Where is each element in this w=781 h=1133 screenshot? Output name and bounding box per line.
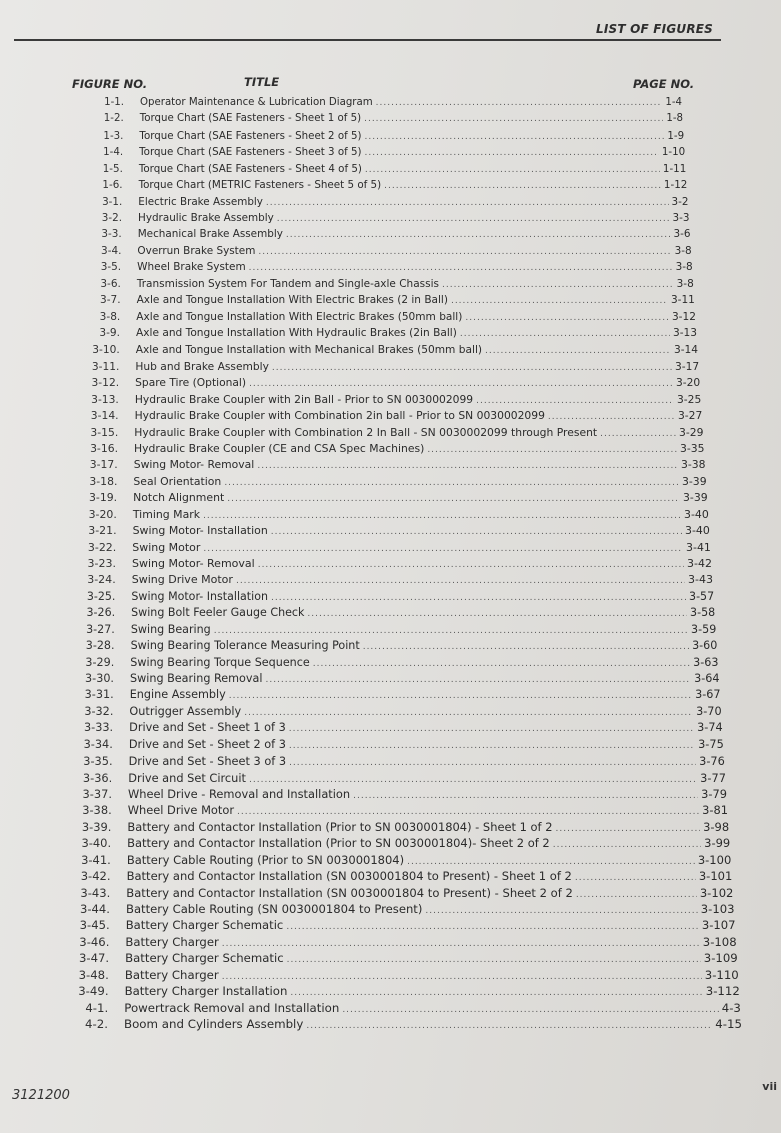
figure-title: Battery Charger Schematic: [125, 951, 284, 966]
dot-leader: [364, 132, 664, 142]
list-item: [70, 343, 698, 358]
figure-page: 3-8: [674, 244, 692, 257]
figure-title: Battery Charger Schematic: [125, 918, 284, 933]
list-item: [71, 261, 693, 276]
figure-page: 1-10: [661, 146, 686, 159]
list-item: [59, 984, 740, 999]
figure-number: 3-17.: [89, 458, 118, 472]
dot-leader: [236, 576, 685, 586]
figure-page: 1-8: [666, 113, 684, 125]
dot-leader: [556, 824, 701, 834]
dot-leader: [476, 396, 674, 406]
column-header-figure-no: FIGURE NO.: [72, 77, 148, 91]
dot-leader: [600, 429, 676, 439]
figure-number: 3-8.: [99, 310, 121, 323]
figure-page: 1-12: [663, 179, 688, 192]
figure-title: Battery Cable Routing (SN 0030001804 to Present): [126, 902, 423, 916]
figure-number: 3-49.: [78, 984, 109, 999]
figure-page: 3-57: [689, 589, 715, 603]
figure-title: Timing Mark: [132, 507, 201, 521]
list-item: [69, 360, 699, 375]
list-item: [68, 458, 706, 473]
dot-leader: [222, 972, 702, 982]
figure-number: 3-28.: [85, 639, 115, 653]
figure-title: Hydraulic Brake Coupler with Combination 2 In Ball - SN 0030002099 through Present: [134, 425, 598, 439]
dot-leader: [249, 263, 673, 273]
figure-title: Hydraulic Brake Assembly: [138, 212, 274, 224]
figure-number: 3-19.: [89, 491, 118, 505]
dot-leader: [425, 906, 697, 916]
figure-title: Drive and Set - Sheet 1 of 3: [129, 721, 286, 735]
dot-leader: [277, 214, 670, 224]
figure-number: 1-2.: [103, 113, 124, 125]
figure-title: Wheel Brake System: [137, 261, 246, 274]
figure-title: Battery Charger: [124, 967, 219, 982]
figure-title: Axle and Tongue Installation With Hydraulic Brakes (2in Ball): [136, 327, 457, 339]
figure-page: 3-98: [703, 819, 730, 834]
dot-leader: [229, 691, 692, 701]
figure-page: 3-38: [681, 458, 706, 472]
list-item: [73, 130, 684, 145]
dot-leader: [266, 198, 669, 208]
dot-leader: [365, 165, 660, 175]
figure-page: 3-75: [698, 737, 724, 751]
figure-page: 1-11: [662, 162, 687, 175]
figure-number: 3-24.: [87, 573, 116, 587]
figure-page: 3-100: [697, 852, 732, 867]
figure-title: Powertrack Removal and Installation: [124, 1000, 340, 1015]
figure-number: 3-16.: [90, 442, 118, 455]
dot-leader: [313, 659, 690, 669]
figure-title: Outrigger Assembly: [129, 704, 242, 718]
figure-number: 3-7.: [100, 294, 121, 307]
figure-title: Battery and Contactor Installation (SN 0030001804 to Present) - Sheet 2 of 2: [126, 885, 573, 900]
figure-page: 3-77: [700, 770, 726, 785]
figure-title: Axle and Tongue Installation With Electric Brakes (2 in Ball): [136, 294, 448, 307]
figure-page: 3-102: [699, 885, 734, 900]
list-item: [60, 902, 735, 917]
list-item: [65, 623, 716, 638]
list-item: [67, 508, 709, 523]
list-item: [58, 1017, 742, 1032]
figure-title: Notch Alignment: [133, 491, 225, 505]
dot-leader: [427, 445, 677, 455]
list-item: [66, 541, 711, 556]
figure-title: Drive and Set - Sheet 2 of 3: [128, 737, 286, 751]
figure-title: Swing Bolt Feeler Gauge Check: [131, 606, 305, 620]
figure-number: 3-32.: [84, 704, 114, 718]
figure-page: 3-25: [676, 392, 702, 406]
figure-title: Electric Brake Assembly: [138, 195, 263, 208]
figure-page: 3-11: [670, 294, 695, 307]
dot-leader: [342, 1005, 718, 1015]
figure-number: 3-44.: [80, 902, 110, 916]
figure-title: Axle and Tongue Installation With Electric Brakes (50mm ball): [136, 310, 463, 323]
figure-title: Torque Chart (SAE Fasteners - Sheet 1 of 5): [139, 113, 362, 125]
figure-page: 3-27: [677, 409, 703, 423]
figure-page: 3-70: [696, 704, 722, 718]
figure-title: Boom and Cylinders Assembly: [124, 1017, 304, 1031]
dot-leader: [384, 181, 661, 191]
figure-page: 4-15: [715, 1017, 742, 1031]
dot-leader: [224, 478, 679, 488]
figure-number: 3-31.: [84, 688, 114, 702]
list-item: [61, 820, 729, 835]
figure-page: 3-2: [671, 195, 689, 208]
figure-number: 3-45.: [79, 918, 110, 933]
figure-number: 4-1.: [85, 1000, 109, 1015]
figure-number: 3-10.: [92, 343, 120, 357]
list-item: [73, 163, 686, 178]
figure-page: 3-60: [692, 639, 718, 653]
figure-number: 3-5.: [100, 261, 122, 274]
figure-title: Operator Maintenance & Lubrication Diagram: [140, 97, 373, 108]
figure-number: 3-40.: [81, 836, 112, 851]
dot-leader: [465, 313, 669, 323]
figure-title: Seal Orientation: [133, 474, 222, 488]
figure-number: 3-6.: [100, 277, 121, 290]
list-item: [72, 212, 690, 227]
figure-title: Swing Motor- Removal: [133, 458, 255, 472]
dot-leader: [307, 609, 687, 619]
list-item: [64, 656, 718, 671]
figure-number: 3-4.: [101, 244, 122, 257]
list-item: [65, 639, 718, 654]
dot-leader: [271, 527, 682, 537]
figure-page: 3-76: [699, 754, 725, 769]
dot-leader: [203, 511, 681, 521]
figure-title: Swing Bearing Tolerance Measuring Point: [130, 639, 360, 653]
figure-title: Spare Tire (Optional): [135, 376, 247, 390]
figure-page: 1-9: [667, 129, 685, 142]
document-number: 3121200: [12, 1088, 70, 1103]
dot-leader: [575, 873, 696, 883]
list-item: [63, 738, 724, 753]
figure-page: 3-110: [704, 967, 739, 982]
dot-leader: [287, 955, 701, 965]
figure-number: 3-48.: [78, 967, 109, 982]
figure-page: 3-8: [676, 277, 694, 290]
list-item: [66, 573, 713, 588]
figure-number: 3-30.: [85, 672, 114, 685]
figure-title: Swing Motor: [132, 540, 201, 554]
figure-title: Swing Bearing Removal: [130, 672, 263, 685]
list-item: [68, 426, 703, 441]
list-item: [69, 393, 701, 408]
figure-page: 3-109: [703, 951, 738, 966]
figure-page: 3-39: [683, 491, 708, 505]
list-item: [74, 113, 683, 128]
list-item: [73, 146, 685, 161]
dot-leader: [227, 494, 680, 504]
figure-page: 3-43: [688, 573, 714, 587]
figure-number: 3-27.: [86, 622, 115, 636]
figure-page: 3-107: [701, 918, 736, 933]
figure-page: 3-13: [672, 327, 697, 339]
list-item: [71, 278, 694, 293]
figure-title: Swing Motor- Removal: [132, 557, 255, 570]
figure-number: 3-1.: [102, 195, 123, 208]
figure-title: Battery Charger Installation: [124, 984, 288, 999]
figure-title: Swing Motor- Installation: [131, 589, 268, 603]
figure-page: 1-4: [665, 97, 682, 108]
list-item: [60, 918, 736, 933]
figure-title: Torque Chart (SAE Fasteners - Sheet 4 of 5): [138, 162, 362, 175]
figure-number: 3-47.: [78, 951, 110, 966]
list-item: [61, 869, 733, 884]
figure-page: 3-58: [690, 606, 716, 620]
figure-title: Drive and Set Circuit: [128, 770, 246, 785]
dot-leader: [353, 791, 698, 801]
figure-title: Wheel Drive - Removal and Installation: [128, 787, 351, 801]
figure-number: 3-41.: [81, 852, 111, 867]
list-item: [63, 754, 725, 769]
dot-leader: [286, 922, 698, 932]
dot-leader: [244, 708, 693, 718]
dot-leader: [485, 346, 671, 356]
figure-title: Transmission System For Tandem and Single-axle Chassis: [136, 277, 439, 290]
list-item: [71, 294, 695, 309]
figure-title: Swing Drive Motor: [131, 573, 233, 587]
list-item: [63, 721, 723, 736]
dot-leader: [203, 544, 683, 554]
figure-page: 3-41: [686, 540, 711, 554]
list-item: [70, 327, 697, 342]
figure-page: 3-112: [705, 984, 740, 999]
list-item: [59, 935, 736, 950]
figure-number: 1-1.: [104, 97, 124, 108]
figure-number: 3-39.: [81, 819, 112, 834]
list-item: [58, 1001, 741, 1016]
dot-leader: [265, 675, 691, 685]
figure-number: 3-46.: [79, 934, 110, 949]
list-item: [61, 853, 731, 868]
figure-number: 3-29.: [85, 655, 115, 669]
figure-title: Wheel Drive Motor: [127, 803, 235, 818]
figure-title: Battery and Contactor Installation (Prior to SN 0030001804) - Sheet 1 of 2: [127, 819, 553, 834]
figure-number: 3-18.: [89, 474, 118, 488]
figure-page: 3-35: [679, 442, 705, 455]
list-item: [66, 557, 712, 572]
dot-leader: [460, 329, 670, 339]
figure-page: 3-3: [672, 212, 690, 224]
column-header-page-no: PAGE NO.: [633, 77, 695, 91]
figure-title: Torque Chart (SAE Fasteners - Sheet 2 of 5): [139, 129, 362, 142]
figure-number: 3-35.: [83, 754, 113, 769]
figure-number: 3-20.: [88, 507, 117, 521]
figure-title: Hub and Brake Assembly: [135, 359, 269, 373]
figure-page: 3-29: [678, 425, 704, 439]
figure-page: 3-79: [701, 787, 727, 801]
figure-number: 3-12.: [91, 376, 120, 390]
dot-leader: [289, 724, 694, 734]
figure-page: 3-39: [682, 474, 707, 488]
figure-number: 1-4.: [103, 146, 124, 159]
list-item: [74, 97, 682, 112]
figure-page: 3-40: [685, 524, 710, 538]
dot-leader: [286, 230, 671, 240]
dot-leader: [363, 642, 689, 652]
figure-number: 3-25.: [86, 589, 116, 603]
dot-leader: [289, 758, 696, 768]
dot-leader: [289, 741, 695, 751]
dot-leader: [376, 98, 663, 108]
dot-leader: [548, 412, 675, 422]
figure-number: 3-3.: [101, 228, 122, 241]
list-item: [64, 672, 720, 687]
figure-page: 3-14: [673, 343, 699, 357]
figure-number: 3-21.: [88, 524, 117, 538]
list-item: [72, 228, 691, 243]
list-item: [72, 196, 688, 211]
figure-page: 4-3: [721, 1000, 741, 1015]
dot-leader: [290, 988, 702, 998]
dot-leader: [249, 379, 673, 389]
figure-page: 3-12: [671, 310, 696, 323]
list-item: [65, 606, 715, 621]
list-item: [59, 968, 739, 983]
figure-page: 3-63: [693, 655, 719, 669]
figure-page: 3-59: [691, 622, 717, 636]
dot-leader: [364, 114, 663, 124]
figure-number: 3-26.: [86, 606, 116, 620]
figure-title: Overrun Brake System: [137, 244, 256, 257]
dot-leader: [365, 148, 659, 158]
figure-title: Battery Cable Routing (Prior to SN 0030001804): [126, 852, 405, 867]
figure-page: 3-101: [698, 869, 733, 884]
figure-number: 3-38.: [82, 803, 112, 818]
figure-page: 3-64: [694, 672, 720, 685]
dot-leader: [258, 247, 671, 257]
column-header-title: TITLE: [244, 75, 280, 89]
figure-page: 3-42: [687, 557, 712, 570]
figure-page: 3-6: [673, 228, 691, 241]
figure-title: Mechanical Brake Assembly: [137, 228, 283, 241]
list-item: [65, 590, 714, 605]
list-item: [70, 311, 696, 326]
figure-title: Hydraulic Brake Coupler (CE and CSA Spec Machines): [134, 442, 425, 455]
figure-number: 3-34.: [83, 737, 113, 751]
figure-page: 3-17: [674, 359, 700, 373]
list-item: [69, 409, 703, 424]
figure-title: Hydraulic Brake Coupler with Combination 2in ball - Prior to SN 0030002099: [134, 409, 545, 423]
list-item: [64, 688, 721, 703]
figure-number: 3-36.: [82, 770, 113, 785]
dot-leader: [407, 857, 695, 867]
list-item: [73, 179, 688, 194]
list-item: [59, 951, 738, 966]
figure-page: 3-8: [675, 261, 693, 274]
dot-leader: [222, 939, 700, 949]
list-item: [67, 491, 708, 506]
figure-number: 3-43.: [80, 885, 111, 900]
dot-leader: [249, 775, 697, 785]
figure-number: 3-23.: [87, 557, 116, 570]
figure-page: 3-81: [702, 803, 729, 818]
dot-leader: [214, 626, 688, 636]
dot-leader: [258, 560, 684, 570]
figure-number: 3-11.: [91, 359, 120, 373]
page-number: vii: [762, 1080, 777, 1093]
figure-page: 3-103: [700, 902, 735, 916]
figure-title: Drive and Set - Sheet 3 of 3: [128, 754, 287, 769]
dot-leader: [271, 593, 686, 603]
figure-title: Torque Chart (SAE Fasteners - Sheet 3 of 5): [139, 146, 362, 159]
list-item: [67, 524, 710, 539]
figure-title: Swing Bearing Torque Sequence: [130, 655, 310, 669]
dot-leader: [553, 840, 701, 850]
figure-number: 3-33.: [83, 721, 114, 735]
figure-page: 3-20: [675, 376, 701, 390]
figure-title: Battery and Contactor Installation (SN 0030001804 to Present) - Sheet 1 of 2: [126, 869, 572, 884]
figure-number: 1-5.: [102, 162, 123, 175]
figure-number: 3-9.: [99, 327, 120, 339]
dot-leader: [272, 363, 672, 373]
list-item: [69, 376, 700, 391]
dot-leader: [306, 1021, 712, 1031]
figure-title: Swing Motor- Installation: [132, 524, 268, 538]
list-item: [60, 886, 733, 901]
list-item: [61, 836, 730, 851]
figure-page: 3-108: [702, 934, 737, 949]
dot-leader: [442, 280, 674, 290]
dot-leader: [451, 296, 668, 306]
figure-title: Swing Bearing: [130, 622, 211, 636]
list-item: [62, 771, 726, 786]
figure-title: Engine Assembly: [129, 688, 226, 702]
list-item: [71, 245, 691, 260]
figure-title: Torque Chart (METRIC Fasteners - Sheet 5 of 5): [138, 179, 382, 192]
page-header-title: LIST OF FIGURES: [595, 22, 713, 36]
figure-title: Axle and Tongue Installation with Mechanical Brakes (50mm ball): [135, 343, 483, 357]
figure-number: 3-13.: [91, 392, 119, 406]
dot-leader: [257, 461, 678, 471]
figure-number: 1-6.: [102, 179, 123, 192]
figure-number: 3-37.: [82, 787, 112, 801]
figure-number: 3-2.: [101, 212, 122, 224]
list-item: [62, 803, 728, 818]
figure-page: 3-67: [695, 688, 721, 702]
figure-title: Battery and Contactor Installation (Prior to SN 0030001804)- Sheet 2 of 2: [127, 836, 550, 851]
figure-page: 3-99: [704, 836, 731, 851]
dot-leader: [237, 807, 699, 817]
figure-number: 1-3.: [103, 129, 124, 142]
figure-title: Hydraulic Brake Coupler with 2in Ball - Prior to SN 0030002099: [134, 392, 474, 406]
figure-title: Battery Charger: [125, 934, 219, 949]
list-item: [63, 705, 721, 720]
dot-leader: [576, 890, 697, 900]
list-item: [68, 442, 705, 457]
figure-page: 3-74: [697, 721, 723, 735]
list-item: [67, 475, 706, 490]
list-item: [62, 787, 727, 802]
figure-page: 3-40: [684, 507, 709, 521]
figure-number: 4-2.: [84, 1017, 108, 1031]
figure-number: 3-42.: [80, 869, 111, 884]
figure-number: 3-14.: [90, 409, 119, 423]
figure-number: 3-22.: [87, 540, 117, 554]
figure-number: 3-15.: [90, 425, 119, 439]
